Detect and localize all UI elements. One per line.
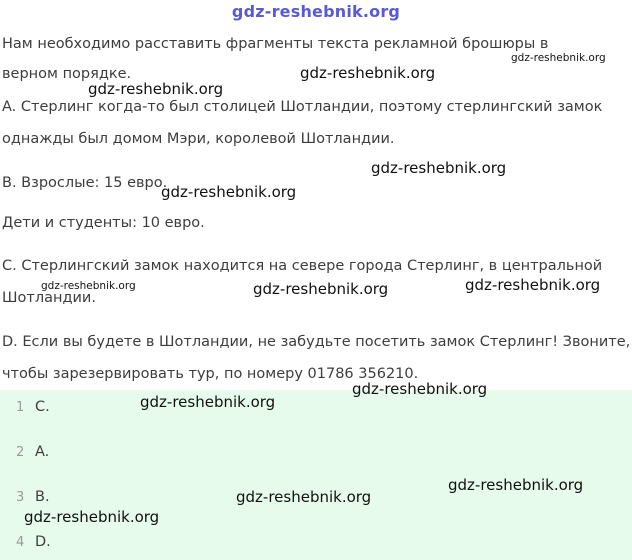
watermark: gdz-reshebnik.org — [352, 380, 488, 398]
fragment-d-line-2: чтобы зарезервировать тур, по номеру 01786 356210. — [2, 366, 419, 382]
watermark: gdz-reshebnik.org — [88, 80, 224, 98]
fragment-a-line-2: однажды был домом Мэри, королевой Шотландии. — [2, 131, 395, 147]
watermark: gdz-reshebnik.org — [161, 183, 297, 201]
watermark-small: gdz-reshebnik.org — [511, 52, 606, 64]
watermark: gdz-reshebnik.org — [140, 393, 276, 411]
fragment-c-line-1: C. Стерлингский замок находится на севере города Стерлинг, в центральной — [2, 258, 603, 274]
answer-text-4: D. — [35, 534, 51, 550]
fragment-c-line-2: Шотландии. — [2, 290, 96, 306]
fragment-a-line-1: A. Стерлинг когда-то был столицей Шотландии, поэтому стерлингский замок — [2, 99, 603, 115]
watermark: gdz-reshebnik.org — [24, 508, 160, 526]
fragment-d-line-1: D. Если вы будете в Шотландии, не забудьте посетить замок Стерлинг! Звоните, — [2, 334, 631, 350]
watermark: gdz-reshebnik.org — [371, 159, 507, 177]
answer-text-2: A. — [35, 444, 50, 460]
watermark: gdz-reshebnik.org — [448, 476, 584, 494]
intro-line-2: верном порядке. — [2, 66, 132, 82]
answer-text-1: C. — [35, 399, 50, 415]
answer-text-3: B. — [35, 489, 50, 505]
watermark: gdz-reshebnik.org — [300, 64, 436, 82]
answer-number-1: 1 — [16, 400, 25, 415]
answer-number-4: 4 — [16, 535, 25, 550]
header-watermark: gdz-reshebnik.org — [231, 2, 401, 21]
fragment-b-line-2: Дети и студенты: 10 евро. — [2, 215, 205, 231]
watermark-small: gdz-reshebnik.org — [41, 280, 136, 292]
fragment-b-line-1: B. Взрослые: 15 евро. — [2, 175, 168, 191]
answer-number-2: 2 — [16, 445, 25, 460]
watermark: gdz-reshebnik.org — [253, 280, 389, 298]
watermark: gdz-reshebnik.org — [236, 488, 372, 506]
watermark: gdz-reshebnik.org — [465, 276, 601, 294]
answer-number-3: 3 — [16, 490, 25, 505]
answer-list — [0, 390, 632, 560]
intro-line-1: Нам необходимо расставить фрагменты текста рекламной брошюры в — [2, 36, 549, 52]
